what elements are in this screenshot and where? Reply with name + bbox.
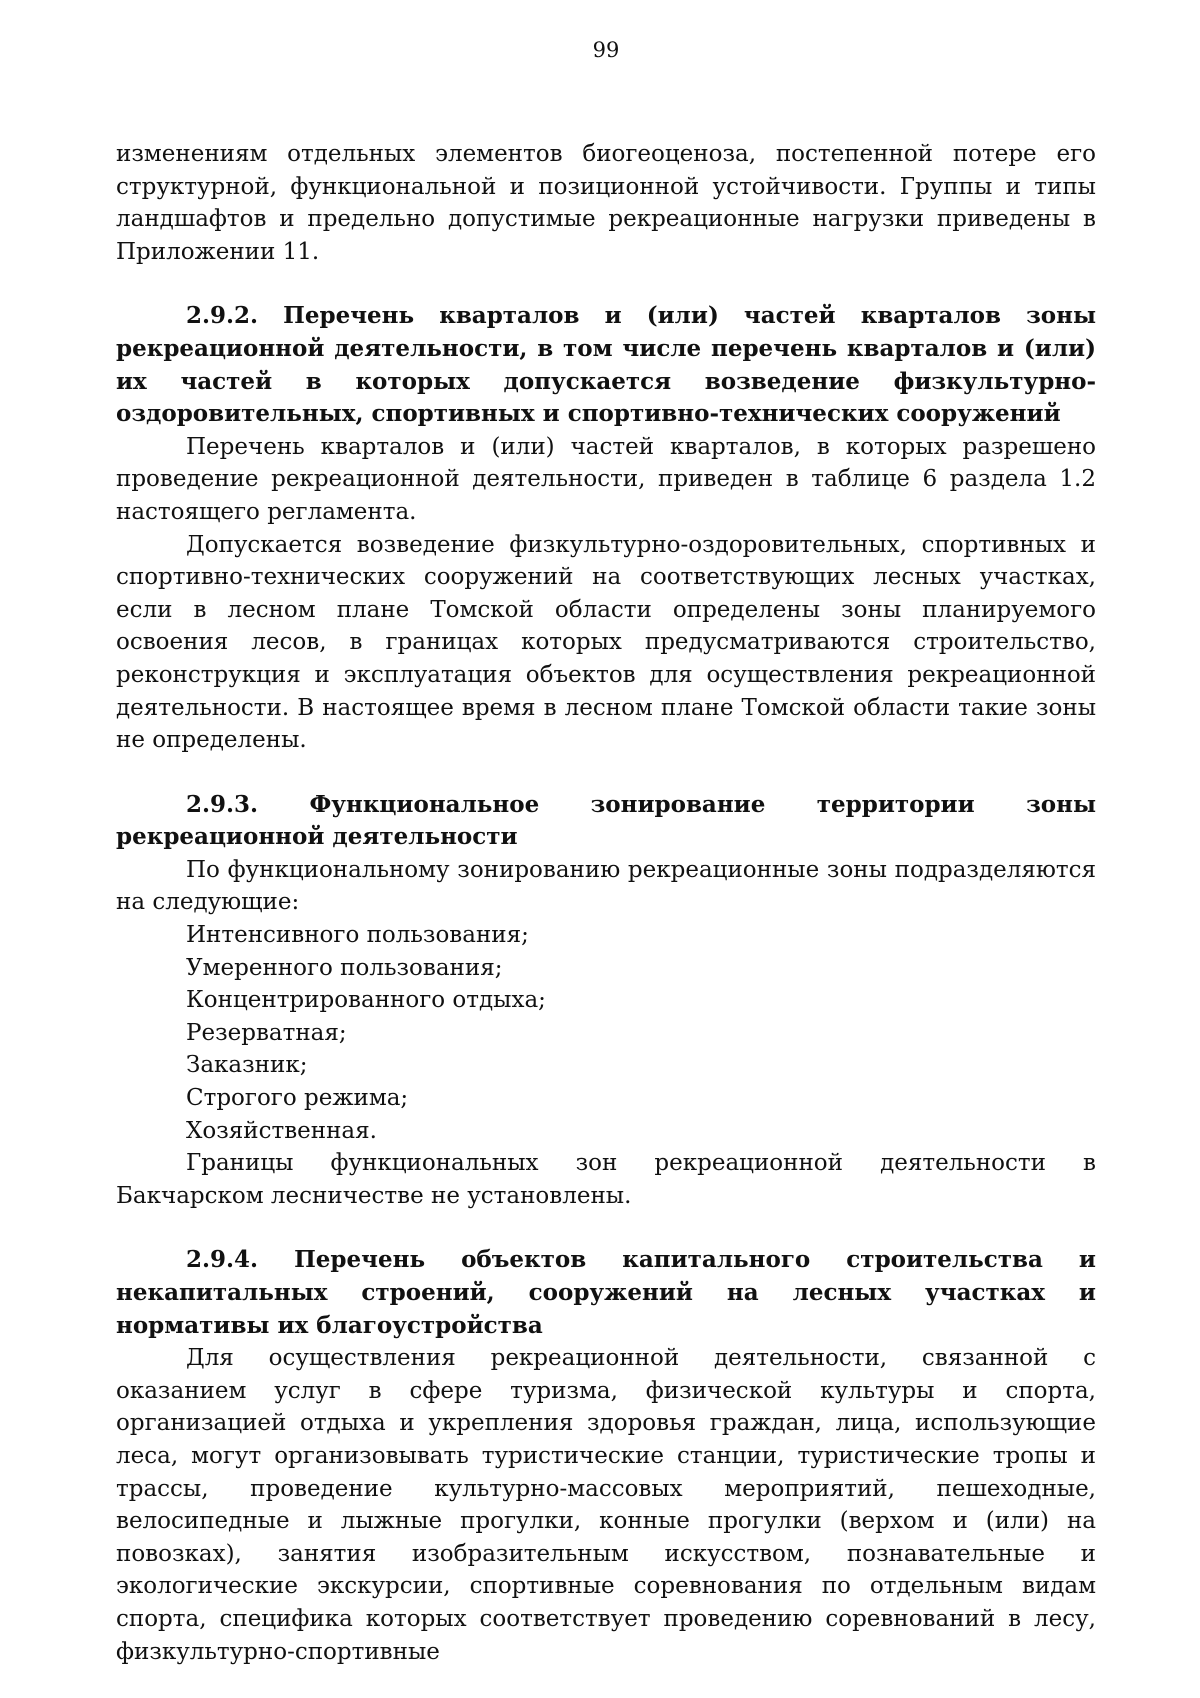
section-2-9-2-heading: 2.9.2. Перечень кварталов и (или) частей кварталов зоны рекреационной деятельности, в том числе перечень кварталов и (или) их частей в которых допускается возведение физкультурно-оздоровительных, спортивных и спортивно-технических сооружений — [116, 302, 1096, 428]
intro-paragraph: изменениям отдельных элементов биогеоценоза, постепенной потере его структурной, функциональной и позиционной устойчивости. Группы и типы ландшафтов и предельно допустимые рекреационные нагрузки приведены в Приложении 11. — [116, 141, 1096, 265]
section-2-9-2-paragraph-2: Допускается возведение физкультурно-оздоровительных, спортивных и спортивно-технических сооружений на соответствующих лесных участках, если в лесном плане Томской области определены зоны планируемого освоения лесов, в границах которых предусматриваются строительство, реконструкция и эксплуатация объектов для осуществления рекреационной деятельности. В настоящее время в лесном плане Томской области такие зоны не определены. — [116, 531, 1096, 754]
section-2-9-4-paragraph: Для осуществления рекреационной деятельности, связанной с оказанием услуг в сфере туризма, физической культуры и спорта, организацией отдыха и укрепления здоровья граждан, лица, использующие леса, могут организовывать туристические станции, туристические тропы и трассы, проведение культурно-массовых мероприятий, пешеходные, велосипедные и лыжные прогулки, конные прогулки (верхом и (или) на повозках), занятия изобразительным искусством, познавательные и экологические экскурсии, спортивные соревнования по отдельным видам спорта, специфика которых соответствует проведению соревнований в лесу, физкультурно-спортивные — [116, 1345, 1096, 1665]
section-2-9-3-intro: По функциональному зонированию рекреационные зоны подразделяются на следующие: — [116, 856, 1096, 916]
section-2-9-3 — [116, 789, 1096, 1213]
zone-list-item: Хозяйственная. — [186, 1117, 377, 1144]
zone-list-item: Интенсивного пользования; — [186, 922, 529, 949]
section-2-9-3-closing: Границы функциональных зон рекреационной деятельности в Бакчарском лесничестве не установлены. — [116, 1150, 1096, 1209]
section-gap — [116, 268, 1096, 300]
zone-list-item: Строгого режима; — [186, 1085, 409, 1112]
section-gap — [116, 1212, 1096, 1244]
section-gap — [116, 757, 1096, 789]
section-2-9-4-heading: 2.9.4. Перечень объектов капитального строительства и некапитальных строений, сооружений на лесных участках и нормативы их благоустройства — [116, 1246, 1096, 1339]
section-2-9-4 — [116, 1244, 1096, 1668]
section-2-9-2-paragraph-1: Перечень кварталов и (или) частей кварталов, в которых разрешено проведение рекреационной деятельности, приведен в таблице 6 раздела 1.2 настоящего регламента. — [116, 433, 1096, 525]
zone-list — [116, 919, 1096, 1147]
zone-list-item: Умеренного пользования; — [186, 954, 503, 981]
section-2-9-2 — [116, 300, 1096, 756]
zone-list-item: Заказник; — [186, 1052, 308, 1079]
zone-list-item: Концентрированного отдыха; — [186, 987, 546, 1014]
page-number: 99 — [592, 38, 620, 62]
section-2-9-3-heading: 2.9.3. Функциональное зонирование территории зоны рекреационной деятельности — [116, 790, 1096, 851]
zone-list-item: Резерватная; — [186, 1019, 347, 1046]
